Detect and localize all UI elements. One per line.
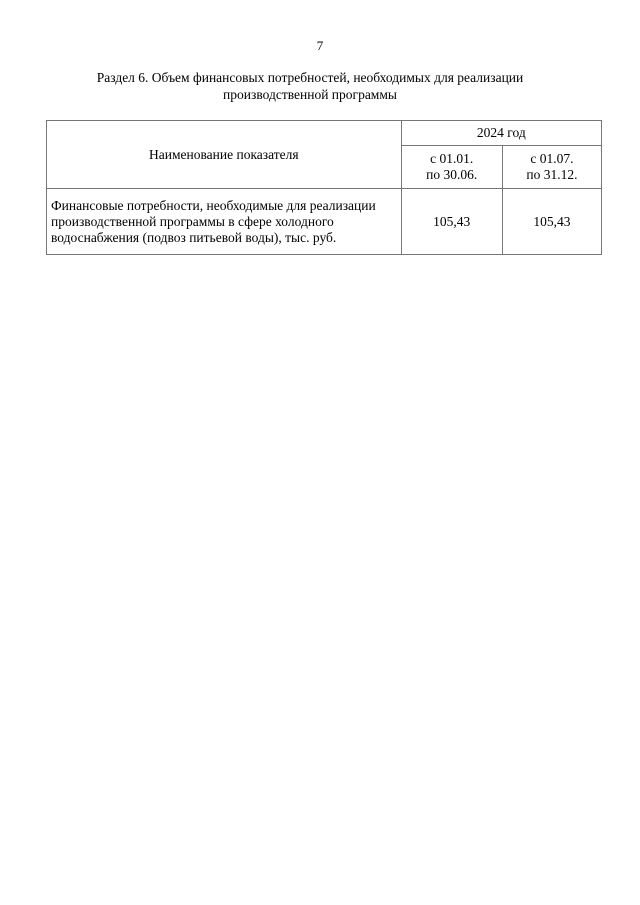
section-title: [40, 69, 580, 103]
table-header-row-1: [47, 121, 602, 146]
row-value-period-2: 105,43: [502, 189, 601, 255]
section-title-line-2: производственной программы: [223, 87, 397, 102]
period-1-end: по 30.06.: [426, 167, 478, 183]
row-value-period-1: 105,43: [401, 189, 502, 255]
table-row: [47, 189, 602, 255]
page-number: 7: [316, 38, 324, 53]
header-period-2: [502, 146, 601, 189]
section-title-line-1: Раздел 6. Объем финансовых потребностей, необходимых для реализации: [96, 70, 524, 85]
period-2-end: по 31.12.: [526, 167, 578, 183]
header-year: 2024 год: [401, 121, 601, 146]
header-period-1: [401, 146, 502, 189]
row-indicator-name: Финансовые потребности, необходимые для реализации производственной программы в сфере холодного водоснабжения (подвоз питьевой воды), тыс. руб.: [47, 189, 402, 255]
header-indicator-name: Наименование показателя: [47, 121, 402, 189]
period-2-start: с 01.07.: [530, 151, 574, 167]
financial-needs-table: [46, 120, 602, 255]
period-1-start: с 01.01.: [430, 151, 474, 167]
